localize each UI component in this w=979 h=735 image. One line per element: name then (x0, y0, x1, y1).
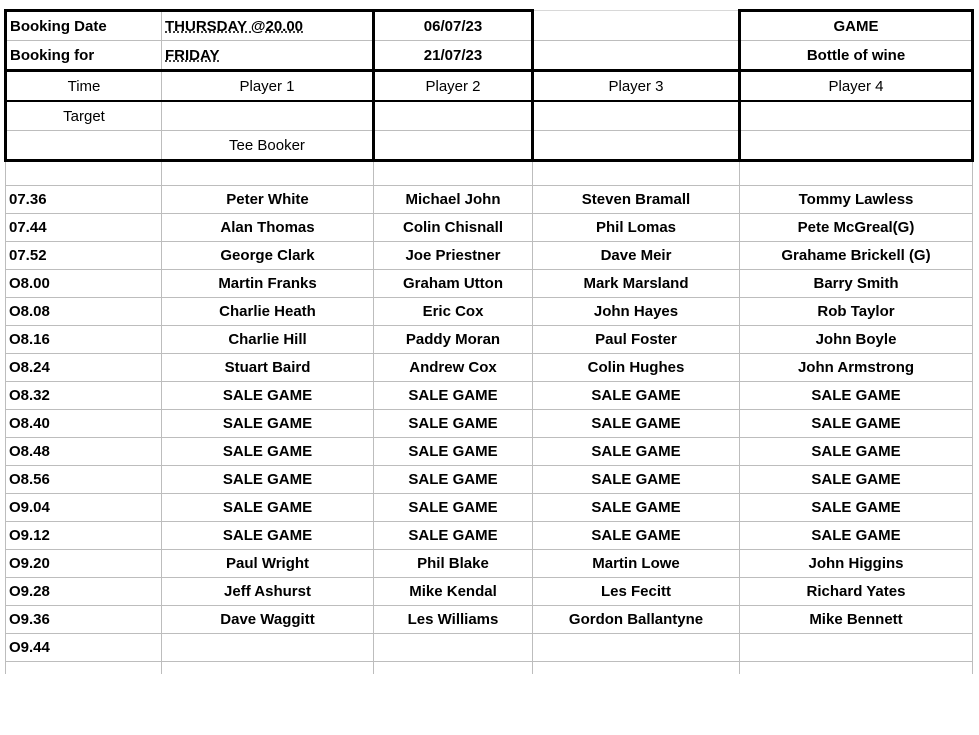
target-label: Target (6, 101, 162, 131)
player3-cell[interactable]: Dave Meir (533, 242, 740, 270)
target-player3-cell[interactable] (533, 101, 740, 131)
tee-time-row (6, 326, 973, 354)
player1-cell[interactable]: Stuart Baird (162, 354, 374, 382)
player1-cell[interactable]: SALE GAME (162, 438, 374, 466)
player4-cell[interactable]: SALE GAME (740, 522, 973, 550)
player3-cell[interactable]: SALE GAME (533, 410, 740, 438)
target-player2-cell[interactable] (374, 101, 533, 131)
player2-cell[interactable]: SALE GAME (374, 382, 533, 410)
tee-time-row (6, 410, 973, 438)
booking-date-label: Booking Date (6, 11, 162, 41)
empty-cell[interactable] (374, 131, 533, 161)
time-column-header: Time (6, 71, 162, 102)
player3-cell[interactable]: SALE GAME (533, 438, 740, 466)
player1-cell[interactable]: SALE GAME (162, 410, 374, 438)
tee-time-row (6, 438, 973, 466)
tee-time-row (6, 214, 973, 242)
empty-cell[interactable] (533, 161, 740, 186)
empty-cell (533, 662, 740, 675)
booking-date-value[interactable]: 06/07/23 (374, 11, 533, 41)
player3-cell[interactable]: Paul Foster (533, 326, 740, 354)
booking-for-day[interactable]: FRIDAY (162, 41, 374, 71)
column-header-row (6, 71, 973, 102)
player3-cell[interactable]: Steven Bramall (533, 186, 740, 214)
player4-column-header: Player 4 (740, 71, 973, 102)
target-row (6, 101, 973, 131)
player1-cell[interactable] (162, 634, 374, 662)
empty-cell[interactable] (162, 161, 374, 186)
tee-times-body (6, 186, 973, 662)
player3-cell[interactable]: Gordon Ballantyne (533, 606, 740, 634)
player2-cell[interactable]: Phil Blake (374, 550, 533, 578)
player4-cell[interactable]: SALE GAME (740, 494, 973, 522)
tee-time-row (6, 494, 973, 522)
tee-time-row (6, 522, 973, 550)
player3-cell[interactable]: Phil Lomas (533, 214, 740, 242)
trailing-row (6, 662, 973, 675)
player2-cell[interactable]: Graham Utton (374, 270, 533, 298)
tee-time-cell[interactable]: O8.32 (6, 382, 162, 410)
player2-cell[interactable]: Les Williams (374, 606, 533, 634)
target-player4-cell[interactable] (740, 101, 973, 131)
player1-cell[interactable]: Charlie Hill (162, 326, 374, 354)
player1-cell[interactable]: Dave Waggitt (162, 606, 374, 634)
player3-cell[interactable]: Mark Marsland (533, 270, 740, 298)
tee-time-cell[interactable]: O8.40 (6, 410, 162, 438)
tee-time-row (6, 186, 973, 214)
player2-cell[interactable]: Joe Priestner (374, 242, 533, 270)
player3-cell[interactable]: John Hayes (533, 298, 740, 326)
player2-cell[interactable]: Andrew Cox (374, 354, 533, 382)
player3-cell[interactable] (533, 634, 740, 662)
tee-time-cell[interactable]: O8.08 (6, 298, 162, 326)
player2-cell[interactable]: SALE GAME (374, 522, 533, 550)
booking-date-day[interactable]: THURSDAY @20.00 (162, 11, 374, 41)
tee-time-cell[interactable]: O9.12 (6, 522, 162, 550)
player1-cell[interactable]: Peter White (162, 186, 374, 214)
player2-cell[interactable]: SALE GAME (374, 466, 533, 494)
tee-time-cell[interactable]: 07.36 (6, 186, 162, 214)
empty-cell (162, 662, 374, 675)
tee-booker-label: Tee Booker (162, 131, 374, 161)
spacer-row (6, 161, 973, 186)
empty-cell[interactable] (740, 131, 973, 161)
booking-date-row (6, 11, 973, 41)
game-prize[interactable]: Bottle of wine (740, 41, 973, 71)
tee-time-cell[interactable]: O9.20 (6, 550, 162, 578)
tee-time-cell[interactable]: O9.36 (6, 606, 162, 634)
player2-cell[interactable]: SALE GAME (374, 438, 533, 466)
player4-cell[interactable]: John Boyle (740, 326, 973, 354)
player1-cell[interactable]: Paul Wright (162, 550, 374, 578)
player1-cell[interactable]: SALE GAME (162, 382, 374, 410)
player4-cell[interactable]: Pete McGreal(G) (740, 214, 973, 242)
empty-cell[interactable] (374, 161, 533, 186)
player4-cell[interactable]: Richard Yates (740, 578, 973, 606)
booking-for-date[interactable]: 21/07/23 (374, 41, 533, 71)
tee-time-cell[interactable]: O9.28 (6, 578, 162, 606)
player3-cell[interactable]: SALE GAME (533, 466, 740, 494)
player3-cell[interactable]: SALE GAME (533, 522, 740, 550)
tee-time-row (6, 270, 973, 298)
player2-column-header: Player 2 (374, 71, 533, 102)
player2-cell[interactable]: Eric Cox (374, 298, 533, 326)
empty-cell (6, 662, 162, 675)
player4-cell[interactable]: Rob Taylor (740, 298, 973, 326)
player3-column-header: Player 3 (533, 71, 740, 102)
player1-cell[interactable]: SALE GAME (162, 494, 374, 522)
player1-cell[interactable]: Martin Franks (162, 270, 374, 298)
player3-cell[interactable]: Les Fecitt (533, 578, 740, 606)
tee-time-row (6, 382, 973, 410)
tee-time-cell[interactable]: O8.56 (6, 466, 162, 494)
tee-time-cell[interactable]: 07.52 (6, 242, 162, 270)
player4-cell[interactable]: John Higgins (740, 550, 973, 578)
tee-time-cell[interactable]: O8.16 (6, 326, 162, 354)
player1-cell[interactable]: Charlie Heath (162, 298, 374, 326)
tee-time-row (6, 578, 973, 606)
empty-cell[interactable] (6, 161, 162, 186)
empty-cell[interactable] (533, 41, 740, 71)
empty-cell[interactable] (740, 161, 973, 186)
tee-sheet (4, 9, 974, 674)
player2-cell[interactable]: SALE GAME (374, 494, 533, 522)
player1-cell[interactable]: SALE GAME (162, 522, 374, 550)
player1-cell[interactable]: SALE GAME (162, 466, 374, 494)
player3-cell[interactable]: SALE GAME (533, 494, 740, 522)
player4-cell[interactable] (740, 634, 973, 662)
empty-cell[interactable] (6, 131, 162, 161)
player4-cell[interactable]: Mike Bennett (740, 606, 973, 634)
player4-cell[interactable]: Tommy Lawless (740, 186, 973, 214)
tee-booker-row (6, 131, 973, 161)
player4-cell[interactable]: Barry Smith (740, 270, 973, 298)
tee-time-row (6, 606, 973, 634)
player2-cell[interactable]: Colin Chisnall (374, 214, 533, 242)
empty-cell[interactable] (533, 11, 740, 41)
player1-cell[interactable]: George Clark (162, 242, 374, 270)
tee-time-row (6, 298, 973, 326)
player4-cell[interactable]: Grahame Brickell (G) (740, 242, 973, 270)
tee-time-row (6, 242, 973, 270)
game-label: GAME (740, 11, 973, 41)
player3-cell[interactable]: SALE GAME (533, 382, 740, 410)
tee-time-cell[interactable]: O8.48 (6, 438, 162, 466)
tee-time-cell[interactable]: 07.44 (6, 214, 162, 242)
player2-cell[interactable]: SALE GAME (374, 410, 533, 438)
booking-for-label: Booking for (6, 41, 162, 71)
player4-cell[interactable]: SALE GAME (740, 466, 973, 494)
player1-column-header: Player 1 (162, 71, 374, 102)
player4-cell[interactable]: SALE GAME (740, 410, 973, 438)
player2-cell[interactable]: Michael John (374, 186, 533, 214)
empty-cell[interactable] (533, 131, 740, 161)
tee-time-cell[interactable]: O8.24 (6, 354, 162, 382)
tee-booking-table (4, 9, 974, 674)
empty-cell (374, 662, 533, 675)
player1-cell[interactable]: Jeff Ashurst (162, 578, 374, 606)
target-player1-cell[interactable] (162, 101, 374, 131)
player4-cell[interactable]: SALE GAME (740, 382, 973, 410)
booking-for-row (6, 41, 973, 71)
tee-time-row (6, 354, 973, 382)
tee-time-row (6, 466, 973, 494)
tee-time-cell[interactable]: O9.44 (6, 634, 162, 662)
player2-cell[interactable]: Paddy Moran (374, 326, 533, 354)
player2-cell[interactable]: Mike Kendal (374, 578, 533, 606)
player2-cell[interactable] (374, 634, 533, 662)
player4-cell[interactable]: SALE GAME (740, 438, 973, 466)
player4-cell[interactable]: John Armstrong (740, 354, 973, 382)
tee-time-cell[interactable]: O9.04 (6, 494, 162, 522)
player3-cell[interactable]: Martin Lowe (533, 550, 740, 578)
player1-cell[interactable]: Alan Thomas (162, 214, 374, 242)
tee-time-cell[interactable]: O8.00 (6, 270, 162, 298)
tee-time-row (6, 550, 973, 578)
empty-cell (740, 662, 973, 675)
tee-time-row (6, 634, 973, 662)
player3-cell[interactable]: Colin Hughes (533, 354, 740, 382)
